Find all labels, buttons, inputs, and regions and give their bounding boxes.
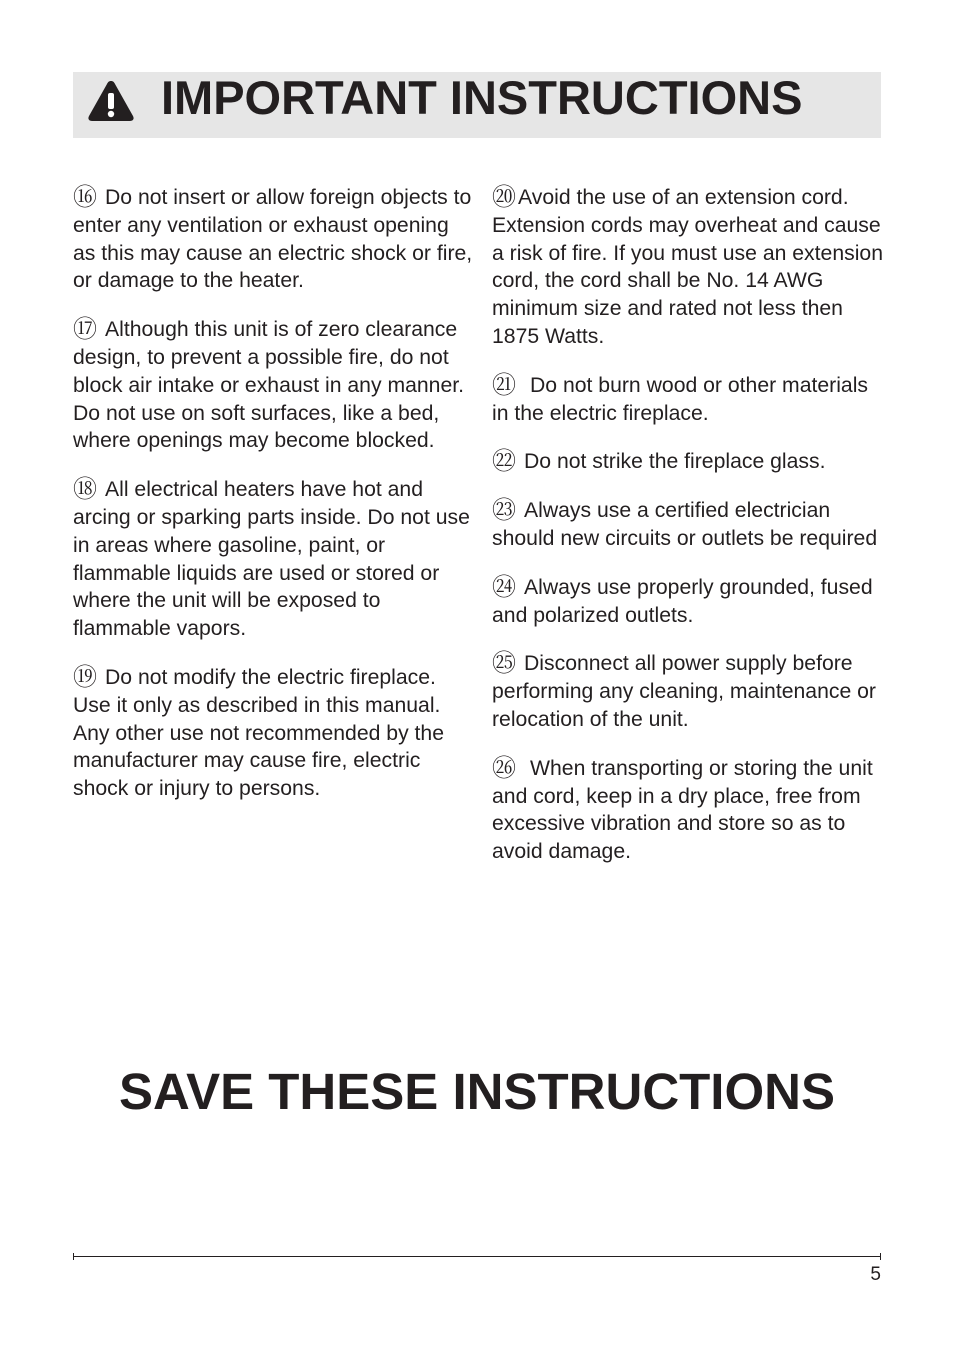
item-number: ㉓: [492, 496, 516, 525]
instruction-item: [73, 476, 473, 643]
instructions-left-column: [73, 184, 473, 824]
item-text: Do not burn wood or other materials in the electric fireplace.: [492, 373, 868, 425]
item-number: ⑯: [73, 183, 97, 211]
item-number: ㉒: [492, 447, 516, 476]
instruction-item: [73, 664, 473, 803]
item-text: Avoid the use of an extension cord. Extension cords may overheat and cause a risk of fire. If you must use an extension cord, the cord shall be No. 14 AWG minimum size and rated not less then 1875 Watts.: [492, 186, 883, 348]
item-number: ㉔: [492, 572, 516, 601]
item-number: ⑲: [73, 662, 97, 691]
item-number: ⑰: [73, 315, 97, 344]
instruction-item: [492, 497, 887, 553]
instruction-item: [73, 184, 473, 295]
item-text: All electrical heaters have hot and arcing or sparking parts inside. Do not use in areas where gasoline, paint, or flammable liquids are used or stored or where the unit will be exposed to flammable vapors.: [73, 478, 470, 641]
save-instructions-heading: SAVE THESE INSTRUCTIONS: [119, 1063, 835, 1120]
item-number: ㉑: [492, 370, 516, 399]
instruction-item: [492, 372, 887, 428]
item-text: Although this unit is of zero clearance design, to prevent a possible fire, do not block air intake or exhaust in any manner. Do not use on soft surfaces, like a bed, where openings may become blocked.: [73, 318, 465, 453]
footer-rule: [73, 1256, 881, 1257]
rule-tick-right: [880, 1253, 881, 1260]
warning-icon: [87, 79, 135, 123]
instruction-item: [492, 184, 887, 351]
item-text: When transporting or storing the unit and cord, keep in a dry place, free from excessive vibration and store so as to avoid damage.: [492, 756, 873, 864]
item-text: Disconnect all power supply before performing any cleaning, maintenance or relocation of the unit.: [492, 652, 876, 731]
item-text: Always use properly grounded, fused and polarized outlets.: [492, 575, 873, 627]
page-title: IMPORTANT INSTRUCTIONS: [161, 71, 803, 124]
instructions-right-column: [492, 184, 887, 887]
instruction-item: [492, 448, 887, 476]
item-number: ㉖: [492, 753, 516, 782]
instruction-item: [492, 755, 887, 866]
item-number: ⑱: [73, 475, 97, 504]
item-text: Always use a certified electrician should new circuits or outlets be required: [492, 499, 878, 550]
instruction-item: [492, 574, 887, 630]
instruction-item: [73, 316, 473, 455]
item-text: Do not modify the electric fireplace. Use it only as described in this manual. Any other use not recommended by the manufacturer may cause fire, electric shock or injury to persons.: [73, 665, 444, 801]
item-text: Do not strike the fireplace glass.: [524, 450, 826, 474]
item-text: Do not insert or allow foreign objects to enter any ventilation or exhaust opening as this may cause an electric shock or fire, or damage to the heater.: [73, 186, 473, 293]
instruction-item: [492, 650, 887, 733]
rule-tick-left: [73, 1253, 74, 1260]
item-number: ㉕: [492, 649, 516, 678]
page-number: 5: [870, 1264, 881, 1285]
header-band: [73, 72, 881, 138]
item-number: ⑳: [492, 183, 516, 211]
